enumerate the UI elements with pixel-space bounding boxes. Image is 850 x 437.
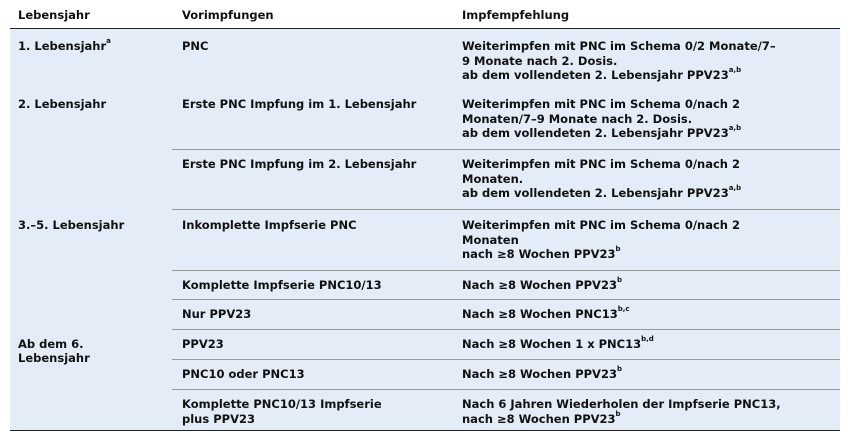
row-2-vorimpfung: Erste PNC Impfung im 2. Lebensjahr (182, 157, 417, 171)
table-bottom-rule (10, 430, 840, 431)
row-2-empfehlung: Weiterimpfen mit PNC im Schema 0/nach 2 Monaten. ab dem vollendeten 2. Lebensjahr PPV23$^{a,b}$ (462, 157, 742, 200)
row-separator (172, 359, 840, 360)
age-label-3-5: 3.–5. Lebensjahr (18, 218, 125, 232)
row-separator (172, 389, 840, 390)
row-6-empfehlung: Nach ≥8 Wochen 1 x PNC13$^{b,d}$ (462, 335, 654, 351)
age-label-1: 1. Lebensjahr$^a$ (18, 37, 111, 53)
age-label-6-line1: Ab dem 6. (18, 337, 84, 351)
row-8-vorimpfung: Komplette PNC10/13 Impfserie plus PPV23 (182, 397, 382, 426)
age-label-6-line2: Lebensjahr (18, 351, 90, 365)
row-3-empfehlung: Weiterimpfen mit PNC im Schema 0/nach 2 Monaten nach ≥8 Wochen PPV23$^b$ (462, 218, 740, 261)
header-lebensjahr: Lebensjahr (18, 8, 90, 22)
row-1-empfehlung: Weiterimpfen mit PNC im Schema 0/nach 2 Monaten/7–9 Monate nach 2. Dosis. ab dem vollendeten 2. Lebensjahr PPV23$^{a,b}$ (462, 97, 742, 140)
row-5-vorimpfung: Nur PPV23 (182, 307, 252, 321)
row-separator (172, 209, 840, 210)
row-separator (172, 270, 840, 271)
header-impfempfehlung: Impfempfehlung (462, 8, 570, 22)
row-0-vorimpfung: PNC (182, 39, 209, 53)
row-separator (172, 149, 840, 150)
row-1-vorimpfung: Erste PNC Impfung im 1. Lebensjahr (182, 97, 417, 111)
row-8-empfehlung: Nach 6 Jahren Wiederholen der Impfserie PNC13, nach ≥8 Wochen PPV23$^b$ (462, 397, 781, 426)
table-header (10, 0, 840, 29)
row-7-empfehlung: Nach ≥8 Wochen PPV23$^b$ (462, 365, 622, 381)
row-0-empfehlung: Weiterimpfen mit PNC im Schema 0/2 Monate/7– 9 Monate nach 2. Dosis. ab dem vollendeten 2. Lebensjahr PPV23$^{a,b}$ (462, 39, 776, 82)
row-4-vorimpfung: Komplette Impfserie PNC10/13 (182, 278, 382, 292)
row-5-empfehlung: Nach ≥8 Wochen PNC13$^{b,c}$ (462, 305, 630, 321)
row-7-vorimpfung: PNC10 oder PNC13 (182, 367, 305, 381)
header-vorimpfungen: Vorimpfungen (182, 8, 274, 22)
row-6-vorimpfung: PPV23 (182, 337, 224, 351)
row-separator (172, 329, 840, 330)
row-separator (172, 299, 840, 300)
row-4-empfehlung: Nach ≥8 Wochen PPV23$^b$ (462, 276, 622, 292)
vaccination-table (10, 0, 840, 437)
age-label-2: 2. Lebensjahr (18, 97, 107, 111)
row-3-vorimpfung: Inkomplette Impfserie PNC (182, 218, 357, 232)
